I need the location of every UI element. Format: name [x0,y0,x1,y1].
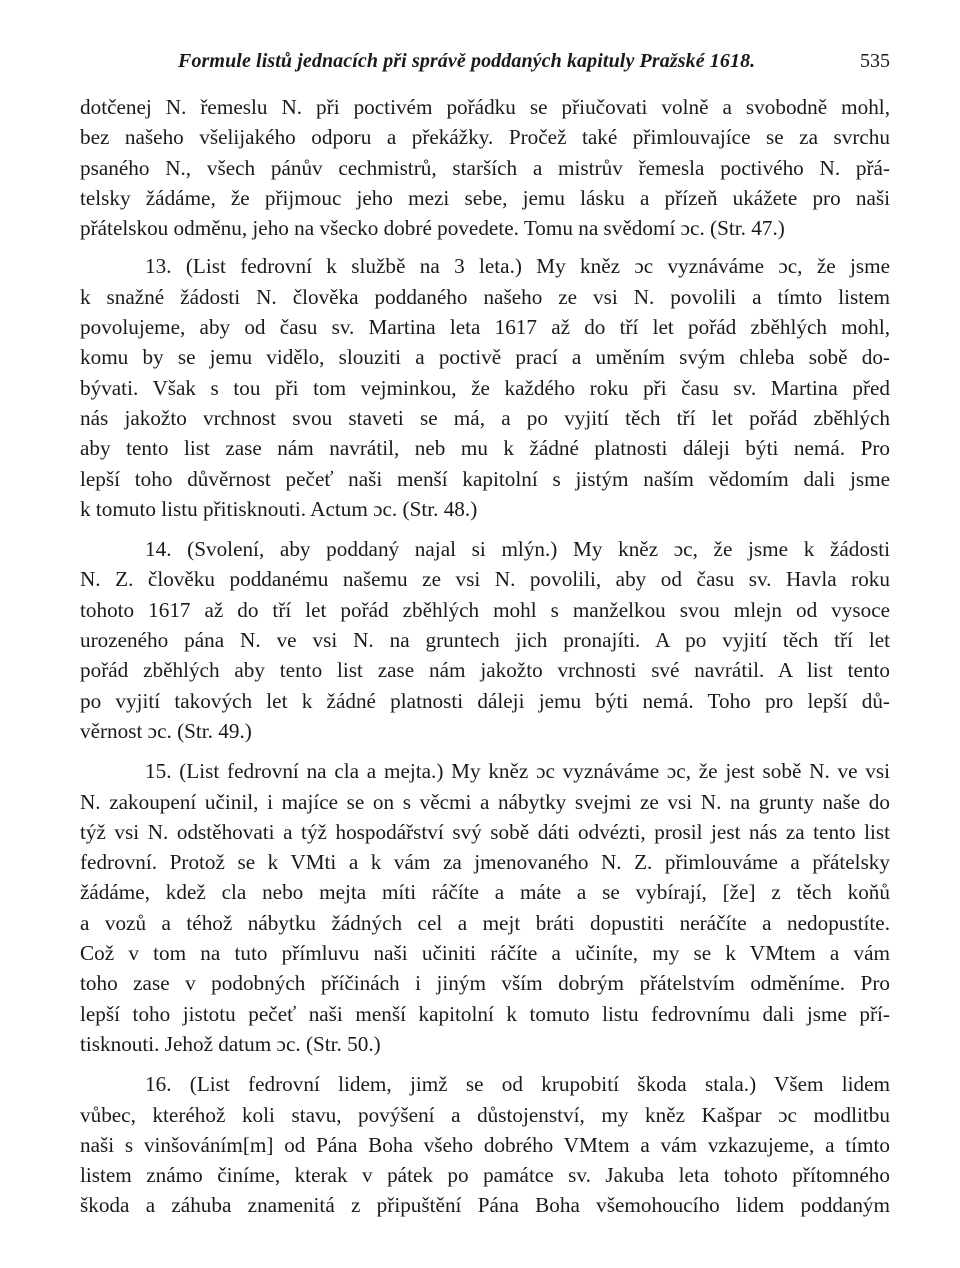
text-line: 15. (List fedrovní na cla a mejta.) My kněz ɔc vyznáváme ɔc, že jest sobě N. ve vsi [145,759,890,784]
paragraph-14 [80,534,890,746]
text-line: N. zakoupení učinil, i majíce se on s věcmi a nábytky svejmi ze vsi N. na grunty naše do [80,789,890,814]
text-line: aby tento list zase nám navrátil, neb mu k žádné platnosti dáleji býti nemá. Pro [80,436,890,461]
page-number: 535 [860,50,890,72]
text-line: Což v tom na tuto přímluvu naši učiniti ráčíte a učiníte, my se k VMtem a vám [80,941,890,966]
page-header [80,50,890,84]
text-line: přátelskou odměnu, jeho na všecko dobré povedete. Tomu na svědomí ɔc. (Str. 47.) [80,216,785,241]
text-line: lepší toho důvěrnost pečeť naši menší kapitolní s jistým naším vědomím dali jsme [80,466,890,491]
text-line: komu by se jemu vidělo, slouziti a poctivě prací a uměním svým chleba sobě do- [80,345,890,370]
running-title: Formule listů jednacích při správě poddaných kapituly Pražské 1618. [178,50,756,72]
text-line: psaného N., všech pánův cechmistrů, starších a mistrův řemesla poctivého N. přá- [80,155,890,180]
text-line: tisknouti. Jehož datum ɔc. (Str. 50.) [80,1031,381,1056]
text-line: vůbec, kteréhož koli stavu, povýšení a důstojenství, my kněz Kašpar ɔc modlitbu [80,1102,890,1127]
text-line: telsky žádáme, že přijmouc jeho mezi sebe, jemu lásku a přízeň ukážete pro naši [80,185,890,210]
paragraph-continued [80,92,890,243]
text-line: lepší toho jistotu pečeť naši menší kapitolní k tomuto listu fedrovnímu dali jsme pří- [80,1001,890,1026]
text-line: k snažné žádosti N. člověka poddaného našeho ze vsi N. povolili a tímto listem [80,284,890,309]
text-line: 16. (List fedrovní lidem, jimž se od krupobití škoda stala.) Všem lidem [145,1072,890,1097]
text-line: listem známo činíme, kterak v pátek po památce sv. Jakuba leta tohoto přítomného [80,1163,890,1188]
text-line: bez našeho všelijakého odporu a překážky. Pročež také přimlouvajíce se za svrchu [80,125,890,150]
text-line: urozeného pána N. ve vsi N. na gruntech jich pronajíti. A po vyjití těch tří let [80,628,890,653]
text-line: a vozů a téhož nábytku žádných cel a mejt bráti dopustiti neráčíte a nedopustíte. [80,910,890,935]
text-line: 14. (Svolení, aby poddaný najal si mlýn.) My kněz ɔc, že jsme k žádosti [145,537,890,562]
body-text [80,92,890,1221]
text-line: po vyjití takových let k žádné platnosti dáleji jemu býti nemá. Toho pro lepší dů- [80,688,890,713]
text-line: věrnost ɔc. (Str. 49.) [80,718,252,743]
paragraph-13 [80,251,890,524]
text-line: nás jakožto vrchnost svou staveti se má, a po vyjití těch tří let pořád zběhlých [80,405,890,430]
text-line: bývati. Však s tou při tom vejminkou, že každého roku při času sv. Martina před [80,375,890,400]
text-line: k tomuto listu přitisknouti. Actum ɔc. (Str. 48.) [80,496,478,521]
text-line: škoda a záhuba znamenitá z připuštění Pána Boha všemohoucího lidem poddaným [80,1193,890,1218]
text-line: fedrovní. Protož se k VMti a k vám za jmenovaného N. Z. přimlouváme a přátelsky [80,850,890,875]
text-line: týž vsi N. odstěhovati a týž hospodářství svý sobě dáti odvézti, prosil jest nás za tento list [80,819,890,844]
text-line: povolujeme, aby od času sv. Martina leta 1617 až do tří let pořád zběhlých mohl, [80,315,890,340]
paragraph-15 [80,756,890,1059]
text-line: žádáme, kdež cla nebo mejta míti ráčíte a máte a se vybírají, [že] z těch koňů [80,880,890,905]
text-line: 13. (List fedrovní k službě na 3 leta.) My kněz ɔc vyznáváme ɔc, že jsme [145,254,890,279]
text-line: pořád zběhlých aby tento list zase nám jakožto vrchnosti své navrátil. A list tento [80,658,890,683]
text-line: dotčenej N. řemeslu N. při poctivém pořádku se přiučovati volně a svobodně mohl, [80,95,890,119]
text-line: toho zase v podobných příčinách i jiným vším dobrým přátelstvím odměníme. Pro [80,971,890,996]
text-line: naši s vinšováním[m] od Pána Boha všeho dobrého VMtem a vám vzkazujeme, a tímto [80,1132,890,1157]
paragraph-16 [80,1069,890,1220]
text-line: tohoto 1617 až do tří let pořád zběhlých mohl s manželkou svou mlejn od vysoce [80,597,890,622]
text-line: N. Z. člověku poddanému našemu ze vsi N. povolili, aby od času sv. Havla roku [80,567,890,592]
